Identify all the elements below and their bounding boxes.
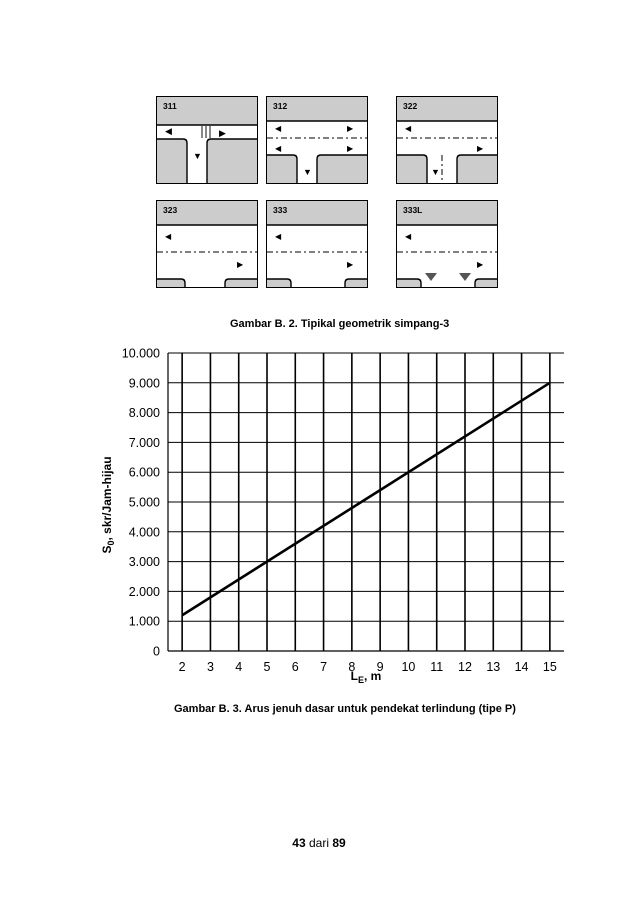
x-tick-label: 7	[320, 660, 328, 674]
diagram-code: 322	[403, 101, 418, 111]
x-tick-label: 3	[206, 660, 214, 674]
svg-text:◀: ◀	[165, 232, 172, 241]
x-tick-label: 11	[430, 660, 444, 674]
y-axis-label: $S_0$, skr/Jam-hijau	[100, 456, 116, 554]
svg-text:▶: ▶	[347, 260, 354, 269]
y-tick-label: 8.000	[128, 406, 160, 421]
y-tick-label: 5.000	[128, 495, 160, 510]
y-tick-label: 6.000	[128, 465, 160, 480]
svg-text:▶: ▶	[477, 144, 484, 153]
x-tick-label: 8	[348, 660, 356, 674]
x-tick-label: 2	[178, 660, 186, 674]
x-tick-label: 12	[458, 660, 472, 674]
svg-text:▼: ▼	[431, 167, 440, 177]
diagram-code: 333L	[403, 205, 423, 215]
figure-caption-b3: Gambar B. 3. Arus jenuh dasar untuk pendekat terlindung (tipe P)	[174, 703, 516, 715]
chart-grid	[168, 353, 564, 651]
x-tick-label: 15	[542, 660, 557, 674]
page-number: 43	[292, 836, 306, 850]
chart-series	[182, 383, 550, 615]
y-tick-label: 3.000	[128, 555, 160, 570]
y-tick-label: 7.000	[128, 435, 160, 450]
x-tick-label: 4	[235, 660, 243, 674]
x-tick-label: 6	[291, 660, 299, 674]
svg-text:◀: ◀	[405, 232, 412, 241]
x-tick-label: 14	[514, 660, 529, 674]
svg-text:▶: ▶	[237, 260, 244, 269]
x-axis-label: $L_E$, m	[350, 669, 382, 685]
svg-text:▶: ▶	[477, 260, 484, 269]
y-tick-label: 10.000	[121, 346, 160, 361]
y-tick-label: 2.000	[128, 584, 160, 599]
x-tick-label: 13	[486, 660, 501, 674]
svg-text:▼: ▼	[303, 167, 312, 177]
svg-text:◀: ◀	[405, 124, 412, 133]
y-tick-label: 0	[153, 644, 160, 659]
diagram-code: 333	[273, 205, 288, 215]
svg-text:◀: ◀	[275, 124, 282, 133]
svg-text:◀: ◀	[165, 126, 172, 136]
figure-caption-b2: Gambar B. 2. Tipikal geometrik simpang-3	[230, 318, 450, 330]
y-tick-label: 1.000	[128, 614, 160, 629]
total-pages: 89	[332, 836, 346, 850]
y-tick-label: 4.000	[128, 525, 160, 540]
page-footer	[0, 836, 638, 850]
diagram-code: 323	[163, 205, 178, 215]
svg-text:▶: ▶	[347, 144, 354, 153]
x-tick-label: 5	[263, 660, 271, 674]
svg-text:▶: ▶	[347, 124, 354, 133]
svg-text:◀: ◀	[275, 144, 282, 153]
diagram-code: 312	[273, 101, 288, 111]
svg-text:▼: ▼	[193, 151, 202, 161]
diagram-code: 311	[163, 101, 177, 111]
y-tick-label: 9.000	[128, 376, 160, 391]
x-tick-label: 9	[376, 660, 384, 674]
series-line	[182, 383, 550, 615]
y-tick-labels	[122, 347, 160, 659]
svg-text:▶: ▶	[219, 128, 226, 138]
x-tick-label: 10	[401, 660, 416, 674]
svg-text:◀: ◀	[275, 232, 282, 241]
page-separator: dari	[305, 836, 333, 850]
